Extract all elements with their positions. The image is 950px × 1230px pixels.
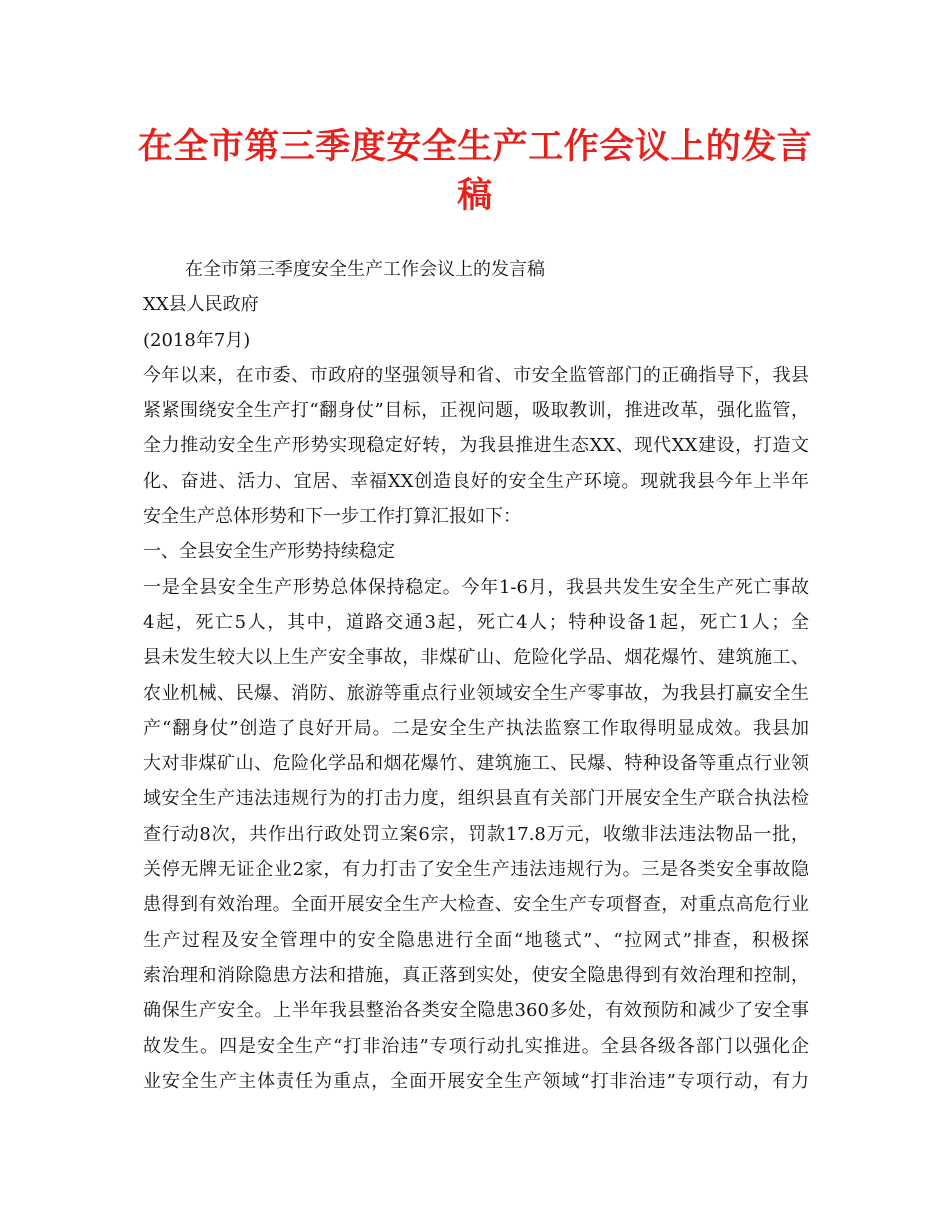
body-line: 县未发生较大以上生产安全事故，非煤矿山、危险化学品、烟花爆竹、建筑施工、 — [143, 647, 809, 669]
body-line: 业安全生产主体责任为重点，全面开展安全生产领域“打非治违”专项行动，有力 — [143, 1070, 809, 1092]
body-line: 产“翻身仗”创造了良好开局。二是安全生产执法监察工作取得明显成效。我县加 — [143, 717, 809, 739]
body-line: 关停无牌无证企业2家，有力打击了安全生产违法违规行为。三是各类安全事故隐 — [143, 859, 809, 881]
body-line: 患得到有效治理。全面开展安全生产大检查、安全生产专项督查，对重点高危行业 — [143, 894, 809, 916]
body-line: 农业机械、民爆、消防、旅游等重点行业领域安全生产零事故，为我县打赢安全生 — [143, 682, 809, 704]
body-line: 查行动8次，共作出行政处罚立案6宗，罚款17.8万元，收缴非法违法物品一批， — [143, 823, 809, 845]
body-line: 今年以来，在市委、市政府的坚强领导和省、市安全监管部门的正确指导下，我县 — [143, 364, 809, 386]
body-line: 紧紧围绕安全生产打“翻身仗”目标，正视问题，吸取教训，推进改革，强化监管， — [143, 400, 809, 422]
body-line: 故发生。四是安全生产“打非治违”专项行动扎实推进。全县各级各部门以强化企 — [143, 1035, 809, 1057]
title-line-2: 稿 — [457, 175, 493, 216]
document-body — [143, 252, 809, 1099]
body-line: 确保生产安全。上半年我县整治各类安全隐患360多处，有效预防和减少了安全事 — [143, 1000, 809, 1022]
title-line-1: 在全市第三季度安全生产工作会议上的发言 — [137, 126, 813, 167]
body-line: 生产过程及安全管理中的安全隐患进行全面“地毯式”、“拉网式”排查，积极探 — [143, 929, 809, 951]
body-line: 大对非煤矿山、危险化学品和烟花爆竹、建筑施工、民爆、特种设备等重点行业领 — [143, 753, 809, 775]
body-line: 4起，死亡5人，其中，道路交通3起，死亡4人；特种设备1起，死亡1人；全 — [143, 611, 809, 633]
body-line: (2018年7月) — [143, 329, 251, 351]
body-line: 一、全县安全生产形势持续稳定 — [143, 541, 395, 563]
document-title — [120, 122, 830, 220]
body-line: 安全生产总体形势和下一步工作打算汇报如下： — [143, 506, 521, 528]
body-line: XX县人民政府 — [143, 294, 259, 316]
body-line: 化、奋进、活力、宜居、幸福XX创造良好的安全生产环境。现就我县今年上半年 — [143, 470, 809, 492]
body-line: 在全市第三季度安全生产工作会议上的发言稿 — [185, 259, 545, 280]
body-line: 一是全县安全生产形势总体保持稳定。今年1-6月，我县共发生安全生产死亡事故 — [143, 576, 809, 598]
body-line: 索治理和消除隐患方法和措施，真正落到实处，使安全隐患得到有效治理和控制， — [143, 964, 809, 986]
body-line: 域安全生产违法违规行为的打击力度，组织县直有关部门开展安全生产联合执法检 — [143, 788, 809, 810]
body-line: 全力推动安全生产形势实现稳定好转，为我县推进生态XX、现代XX建设，打造文 — [143, 435, 809, 457]
